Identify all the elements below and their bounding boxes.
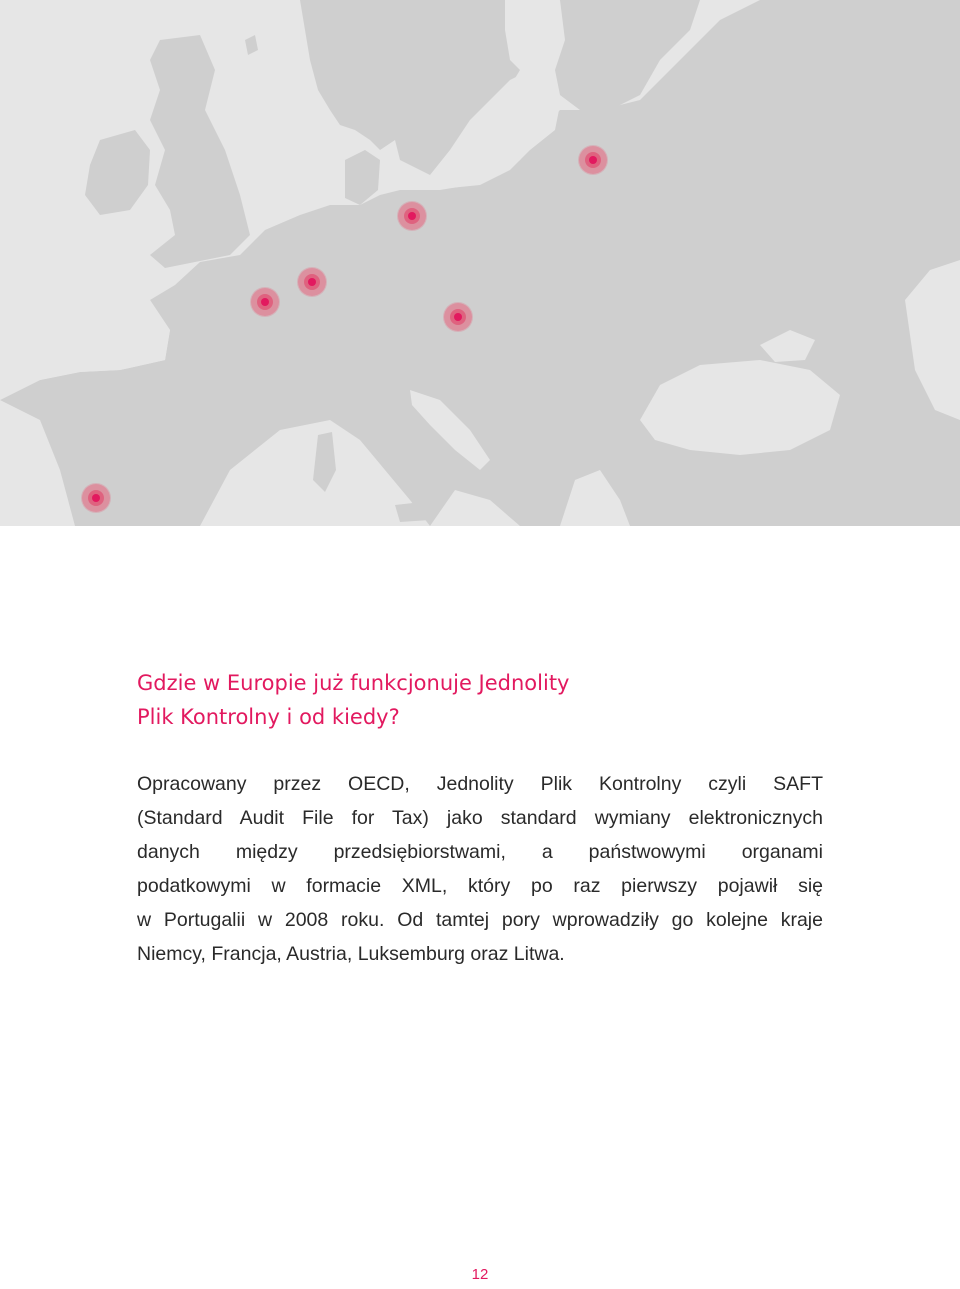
europe-map (0, 0, 960, 526)
paragraph-line: danych między przedsiębiorstwami, a państwowymi organami (137, 841, 823, 863)
page-number: 12 (471, 1266, 489, 1283)
luxembourg-marker (298, 268, 326, 296)
paragraph-line: w Portugalii w 2008 roku. Od tamtej pory wprowadziły go kolejne kraje (137, 909, 823, 931)
section-heading (137, 666, 837, 734)
austria-marker (444, 303, 472, 331)
paragraph-line: podatkowymi w formacie XML, który po raz pierwszy pojawił się (137, 875, 823, 897)
heading-line-2: Plik Kontrolny i od kiedy? (137, 705, 400, 729)
portugal-marker (82, 484, 110, 512)
paragraph-line: Niemcy, Francja, Austria, Luksemburg oraz Litwa. (137, 943, 565, 965)
germany-marker (398, 202, 426, 230)
lithuania-marker (579, 146, 607, 174)
europe-map-svg (0, 0, 960, 526)
body-paragraph (137, 767, 823, 971)
france-marker (251, 288, 279, 316)
heading-line-1: Gdzie w Europie już funkcjonuje Jednolity (137, 671, 570, 695)
paragraph-line: Opracowany przez OECD, Jednolity Plik Kontrolny czyli SAFT (137, 773, 823, 795)
paragraph-line: (Standard Audit File for Tax) jako standard wymiany elektronicznych (137, 807, 823, 829)
